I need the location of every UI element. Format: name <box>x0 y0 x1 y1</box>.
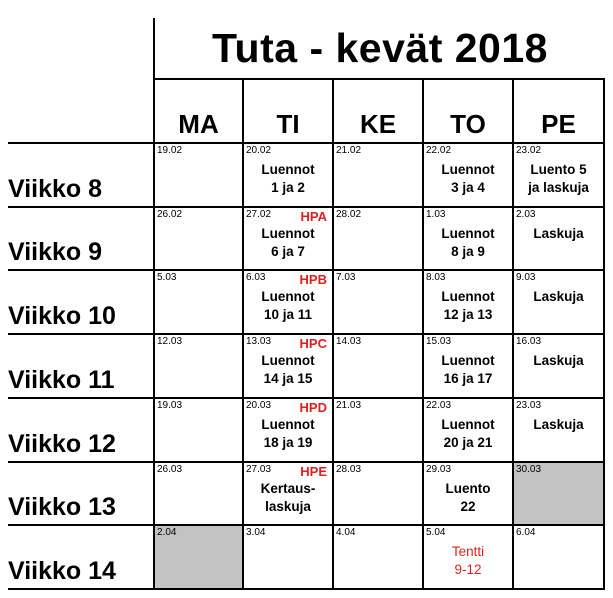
session-tag: HPC <box>299 336 327 351</box>
cell-date: 19.02 <box>157 145 183 156</box>
cell-date: 28.03 <box>336 464 362 475</box>
cell-content-line: 6 ja 7 <box>271 244 305 259</box>
cell-content <box>513 225 604 243</box>
calendar-cell <box>513 143 604 207</box>
cell-date: 7.03 <box>336 272 356 283</box>
session-tag: HPD <box>299 400 327 415</box>
calendar-cell <box>154 398 243 462</box>
cell-date: 26.02 <box>157 209 183 220</box>
calendar-cell <box>243 398 333 462</box>
cell-content-line: 9-12 <box>454 562 482 577</box>
day-header: TO <box>450 109 486 139</box>
cell-content <box>423 543 513 579</box>
cell-content <box>513 352 604 370</box>
cell-content-line: 14 ja 15 <box>263 371 313 386</box>
day-header: MA <box>178 109 219 139</box>
cell-date: 29.03 <box>426 464 452 475</box>
cell-content-line: Luennot <box>261 353 315 368</box>
calendar-cell <box>154 525 243 589</box>
calendar-cell <box>333 207 423 270</box>
calendar-cell <box>513 398 604 462</box>
cell-content <box>423 161 513 197</box>
cell-content-line: Laskuja <box>533 226 584 241</box>
cell-date: 14.03 <box>336 336 362 347</box>
calendar-cell <box>423 143 513 207</box>
cell-content-line: Laskuja <box>533 289 584 304</box>
cell-content <box>423 288 513 324</box>
cell-content-line: Tentti <box>451 544 485 559</box>
calendar-cell <box>154 207 243 270</box>
cell-date: 21.03 <box>336 400 362 411</box>
cell-content-line: Luennot <box>441 226 495 241</box>
day-header: TI <box>276 109 300 139</box>
cell-content-line: 10 ja 11 <box>263 307 313 322</box>
calendar-cell <box>423 525 513 589</box>
cell-date: 2.04 <box>157 527 177 538</box>
cell-content-line: Laskuja <box>533 353 584 368</box>
cell-date: 3.04 <box>246 527 266 538</box>
calendar-cell <box>423 270 513 334</box>
cell-date: 21.02 <box>336 145 362 156</box>
cell-content-line: 18 ja 19 <box>263 435 313 450</box>
cell-content <box>243 288 333 324</box>
week-label: Viikko 11 <box>8 366 115 394</box>
cell-content <box>243 416 333 452</box>
cell-date: 30.03 <box>516 464 542 475</box>
calendar-cell <box>513 207 604 270</box>
cell-content-line: 22 <box>460 499 476 514</box>
calendar-cell <box>154 462 243 525</box>
cell-content <box>513 416 604 434</box>
cell-content-line: 1 ja 2 <box>271 180 305 195</box>
cell-content-line: Luento <box>445 481 491 496</box>
cell-date: 16.03 <box>516 336 542 347</box>
calendar-cell <box>333 143 423 207</box>
calendar-cell <box>243 270 333 334</box>
cell-date: 22.03 <box>426 400 452 411</box>
cell-date: 13.03 <box>246 336 272 347</box>
cell-content-line: 8 ja 9 <box>451 244 485 259</box>
session-tag: HPB <box>299 272 327 287</box>
cell-date: 12.03 <box>157 336 183 347</box>
cell-date: 26.03 <box>157 464 183 475</box>
calendar-cell <box>423 398 513 462</box>
calendar-cell <box>333 525 423 589</box>
week-label: Viikko 8 <box>8 175 103 203</box>
cell-date: 20.03 <box>246 400 272 411</box>
cell-content-line: Laskuja <box>533 417 584 432</box>
session-tag: HPE <box>300 464 327 479</box>
calendar-cell <box>513 270 604 334</box>
cell-content <box>423 480 513 516</box>
cell-content-line: 3 ja 4 <box>451 180 485 195</box>
cell-date: 6.04 <box>516 527 536 538</box>
cell-date: 5.03 <box>157 272 177 283</box>
week-label: Viikko 10 <box>8 302 116 330</box>
cell-content-line: 20 ja 21 <box>443 435 493 450</box>
cell-content-line: 16 ja 17 <box>443 371 493 386</box>
cell-date: 27.02 <box>246 209 272 220</box>
calendar-cell <box>333 462 423 525</box>
cell-date: 19.03 <box>157 400 183 411</box>
calendar-cell <box>513 334 604 398</box>
calendar-cell <box>333 270 423 334</box>
cell-date: 1.03 <box>426 209 446 220</box>
calendar-cell <box>154 334 243 398</box>
page-title: Tuta - kevät 2018 <box>212 24 548 71</box>
calendar-cell <box>423 207 513 270</box>
calendar-cell <box>154 143 243 207</box>
calendar-cell <box>513 525 604 589</box>
cell-date: 8.03 <box>426 272 446 283</box>
cell-date: 23.03 <box>516 400 542 411</box>
cell-date: 20.02 <box>246 145 272 156</box>
cell-content <box>423 416 513 452</box>
calendar-cell <box>243 334 333 398</box>
cell-date: 15.03 <box>426 336 452 347</box>
cell-content <box>513 288 604 306</box>
week-label: Viikko 12 <box>8 430 116 458</box>
cell-content <box>243 480 333 516</box>
cell-content-line: Luennot <box>441 353 495 368</box>
calendar-cell <box>333 398 423 462</box>
cell-content-line: Luennot <box>261 162 315 177</box>
cell-content-line: Luennot <box>261 417 315 432</box>
calendar-cell <box>243 525 333 589</box>
cell-date: 22.02 <box>426 145 452 156</box>
week-label: Viikko 14 <box>8 557 116 585</box>
cell-date: 28.02 <box>336 209 362 220</box>
cell-content <box>243 352 333 388</box>
calendar-cell <box>333 334 423 398</box>
calendar-cell <box>423 462 513 525</box>
cell-date: 5.04 <box>426 527 446 538</box>
week-label: Viikko 13 <box>8 493 116 521</box>
cell-content-line: 12 ja 13 <box>443 307 493 322</box>
calendar-cell <box>243 462 333 525</box>
cell-content-line: Luennot <box>441 289 495 304</box>
cell-content-line: Luennot <box>441 417 495 432</box>
cell-date: 27.03 <box>246 464 272 475</box>
calendar-cell <box>243 207 333 270</box>
cell-date: 2.03 <box>516 209 536 220</box>
cell-content-line: ja laskuja <box>528 180 589 195</box>
cell-content-line: laskuja <box>265 499 311 514</box>
day-header: PE <box>541 109 576 139</box>
cell-content <box>423 225 513 261</box>
cell-content <box>243 225 333 261</box>
cell-content <box>513 161 604 197</box>
cell-content <box>423 352 513 388</box>
cell-content-line: Luennot <box>261 289 315 304</box>
cell-content <box>243 161 333 197</box>
calendar-cell <box>243 143 333 207</box>
cell-content-line: Luennot <box>441 162 495 177</box>
cell-content-line: Kertaus- <box>260 481 316 496</box>
cell-date: 23.02 <box>516 145 542 156</box>
cell-date: 9.03 <box>516 272 536 283</box>
day-header: KE <box>359 109 397 139</box>
calendar-cell <box>423 334 513 398</box>
calendar-cell <box>154 270 243 334</box>
cell-content-line: Luento 5 <box>530 162 587 177</box>
session-tag: HPA <box>300 209 327 224</box>
week-label: Viikko 9 <box>8 238 103 266</box>
cell-date: 4.04 <box>336 527 356 538</box>
cell-date: 6.03 <box>246 272 266 283</box>
cell-content-line: Luennot <box>261 226 315 241</box>
calendar-cell <box>513 462 604 525</box>
